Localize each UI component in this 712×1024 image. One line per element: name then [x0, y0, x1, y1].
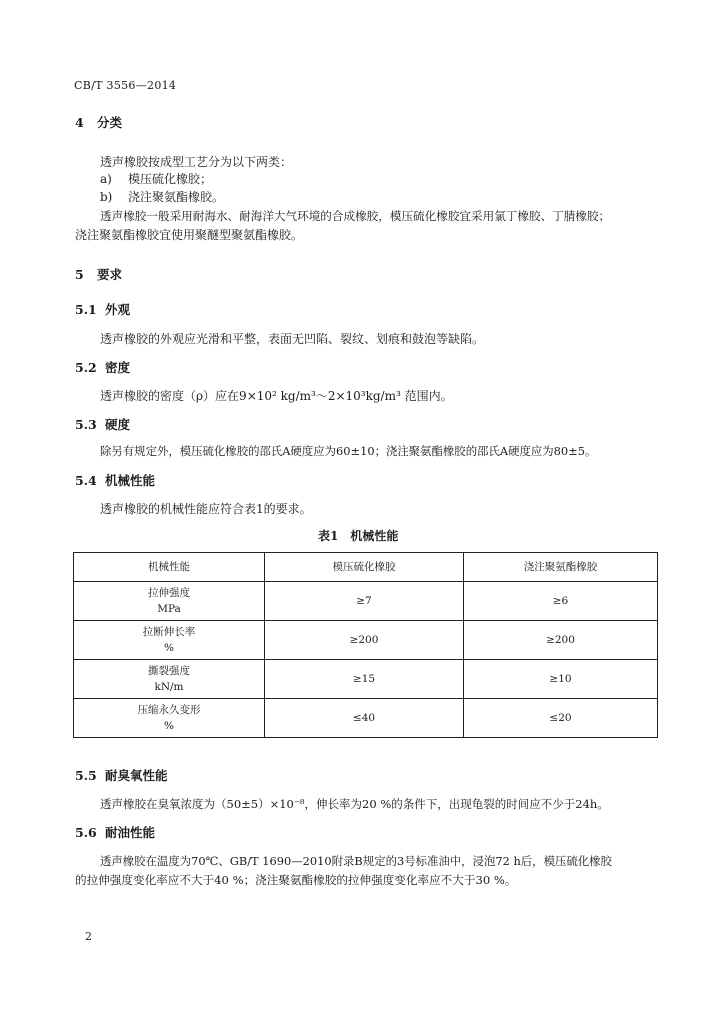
- page-number: 2: [85, 930, 92, 943]
- section-5-3-text: 除另有规定外，模压硫化橡胶的邵氏A硬度应为60±10；浇注聚氨酯橡胶的邵氏A硬度应为80±5。: [100, 444, 597, 458]
- property-cell: [74, 660, 265, 699]
- list-marker: b): [100, 190, 113, 204]
- section-5-6-text-line2: 的拉伸强度变化率应不大于40 %；浇注聚氨酯橡胶的拉伸强度变化率应不大于30 %。: [75, 873, 517, 887]
- table-caption: 表1 机械性能: [318, 529, 399, 543]
- section-title: 耐油性能: [105, 825, 156, 840]
- cast-value: ≥200: [464, 621, 658, 660]
- table-row: [74, 660, 658, 699]
- list-text: 模压硫化橡胶；: [128, 172, 213, 186]
- property-unit: MPa: [157, 603, 181, 615]
- cast-value: ≥6: [464, 582, 658, 621]
- table-row: [74, 582, 658, 621]
- header-cell-property: 机械性能: [74, 553, 265, 582]
- section-number: 5.1: [75, 302, 97, 317]
- cast-value: ≥10: [464, 660, 658, 699]
- molded-value: ≥7: [265, 582, 464, 621]
- section-5-3-heading: [75, 415, 130, 433]
- section-4-paragraph-line1: 透声橡胶一般采用耐海水、耐海洋大气环境的合成橡胶，模压硫化橡胶宜采用氯丁橡胶、丁腈橡胶；: [100, 209, 611, 223]
- molded-value: ≥200: [265, 621, 464, 660]
- property-name: 拉伸强度: [148, 587, 190, 599]
- section-5-heading: [75, 265, 122, 283]
- section-5-1-heading: [75, 300, 130, 318]
- section-number: 5.2: [75, 360, 97, 375]
- section-number: 5.3: [75, 417, 97, 432]
- section-5-1-text: 透声橡胶的外观应光滑和平整，表面无凹陷、裂纹、划痕和鼓泡等缺陷。: [100, 332, 485, 346]
- mechanical-properties-table: [73, 552, 658, 738]
- section-title: 机械性能: [105, 473, 156, 488]
- section-5-2-text: 透声橡胶的密度（ρ）应在9×10² kg/m³～2×10³kg/m³ 范围内。: [100, 389, 453, 403]
- section-number: 5.5: [75, 768, 97, 783]
- property-name: 压缩永久变形: [137, 704, 201, 716]
- section-4-intro: 透声橡胶按成型工艺分为以下两类：: [100, 155, 293, 169]
- property-unit: %: [164, 720, 174, 732]
- section-5-4-text: 透声橡胶的机械性能应符合表1的要求。: [100, 502, 312, 516]
- cast-value: ≤20: [464, 699, 658, 738]
- section-5-6-text-line1: 透声橡胶在温度为70℃、GB/T 1690—2010附录B规定的3号标准油中，浸泡72 h后，模压硫化橡胶: [100, 854, 612, 868]
- section-5-6-heading: [75, 823, 155, 841]
- table-row: [74, 699, 658, 738]
- property-name: 撕裂强度: [148, 665, 190, 677]
- section-number: 5.6: [75, 825, 97, 840]
- section-title: 耐臭氧性能: [105, 768, 168, 783]
- molded-value: ≤40: [265, 699, 464, 738]
- property-name: 拉断伸长率: [142, 626, 196, 638]
- section-5-2-heading: [75, 358, 130, 376]
- section-title: 硬度: [105, 417, 131, 432]
- section-number: 5.4: [75, 473, 97, 488]
- property-unit: %: [164, 642, 174, 654]
- section-number: 5: [75, 267, 84, 282]
- section-4-paragraph-line2: 浇注聚氨酯橡胶宜使用聚醚型聚氨酯橡胶。: [75, 228, 304, 242]
- header-cell-molded: 模压硫化橡胶: [265, 553, 464, 582]
- section-title: 外观: [105, 302, 131, 317]
- property-cell: [74, 699, 265, 738]
- table-row: [74, 621, 658, 660]
- section-5-4-heading: [75, 471, 155, 489]
- property-unit: kN/m: [154, 681, 184, 693]
- header-cell-cast: 浇注聚氨酯橡胶: [464, 553, 658, 582]
- section-5-5-text: 透声橡胶在臭氧浓度为（50±5）×10⁻⁸，伸长率为20 %的条件下，出现龟裂的时间应不少于24h。: [100, 797, 609, 811]
- section-title: 分类: [97, 115, 123, 130]
- molded-value: ≥15: [265, 660, 464, 699]
- table-header-row: [74, 553, 658, 582]
- property-cell: [74, 621, 265, 660]
- list-marker: a): [100, 172, 112, 186]
- list-item-b: [100, 188, 224, 205]
- property-cell: [74, 582, 265, 621]
- section-title: 密度: [105, 360, 131, 375]
- section-title: 要求: [97, 267, 123, 282]
- document-id-header: CB/T 3556—2014: [74, 79, 177, 92]
- list-text: 浇注聚氨酯橡胶。: [128, 190, 225, 204]
- section-4-heading: [75, 113, 122, 131]
- list-item-a: [100, 170, 212, 187]
- section-5-5-heading: [75, 766, 168, 784]
- section-number: 4: [75, 115, 84, 130]
